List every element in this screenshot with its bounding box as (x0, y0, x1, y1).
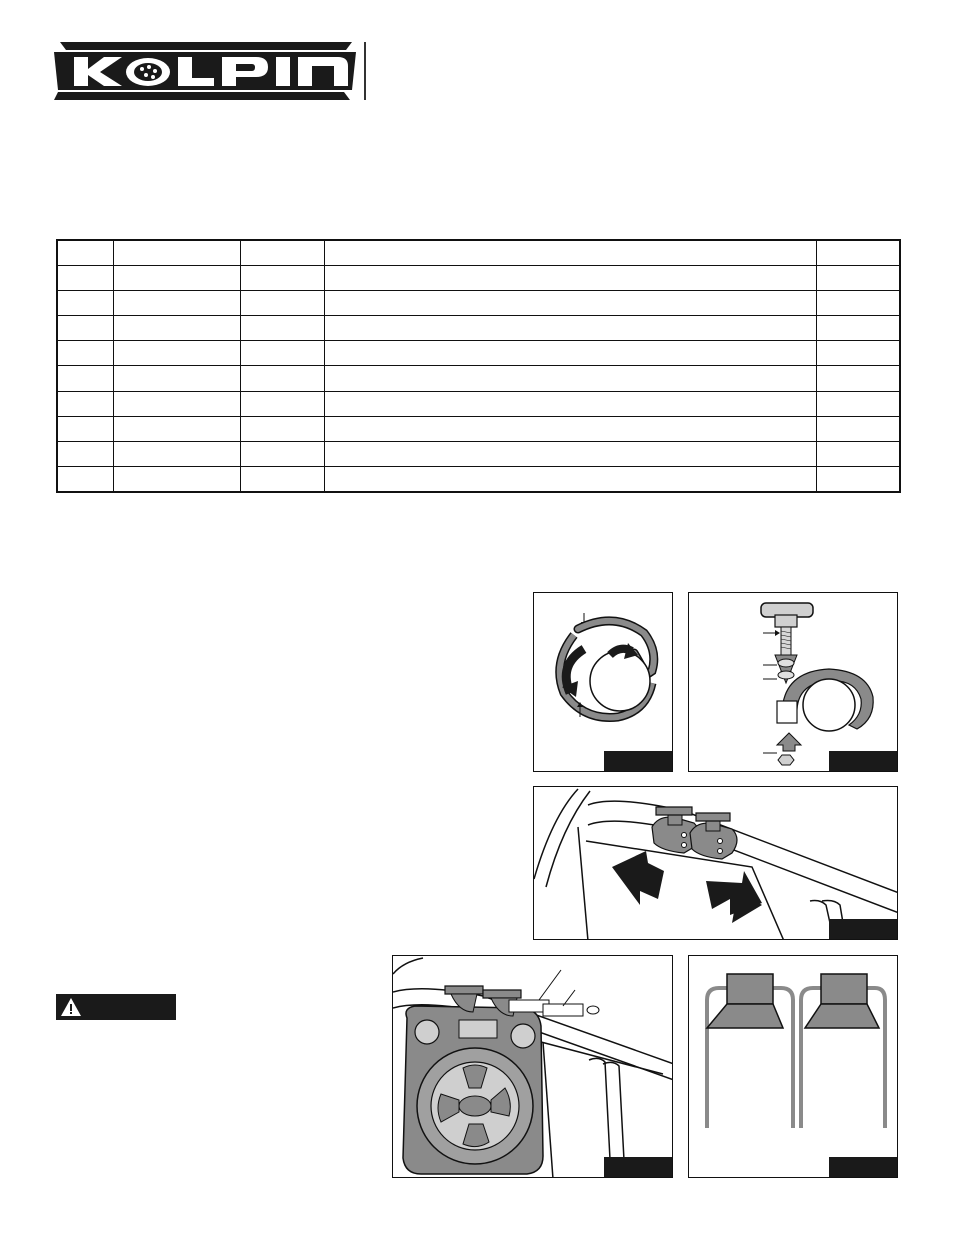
table-cell (816, 290, 900, 315)
table-cell (324, 467, 816, 492)
table-cell (240, 240, 324, 265)
parts-table (56, 239, 901, 493)
table-row (57, 442, 900, 467)
table-cell (57, 341, 113, 366)
table-cell (113, 467, 240, 492)
table-cell (324, 316, 816, 341)
figure-knob-exploded (688, 592, 898, 772)
table-cell (816, 240, 900, 265)
table-cell (324, 290, 816, 315)
table-row (57, 316, 900, 341)
table-cell (240, 341, 324, 366)
warning-label (56, 994, 176, 1020)
table-cell (57, 416, 113, 441)
table-cell (816, 265, 900, 290)
table-cell (113, 240, 240, 265)
figure-speaker-mounted (392, 955, 673, 1178)
table-cell (240, 265, 324, 290)
warning-triangle-icon (60, 997, 82, 1017)
table-cell (816, 341, 900, 366)
table-cell (113, 265, 240, 290)
table-cell (324, 442, 816, 467)
kolpin-logo (52, 38, 358, 104)
table-cell (324, 265, 816, 290)
table-cell (240, 366, 324, 391)
table-cell (113, 316, 240, 341)
table-cell (240, 416, 324, 441)
table-cell (324, 416, 816, 441)
table-cell (113, 341, 240, 366)
table-cell (57, 290, 113, 315)
table-cell (57, 265, 113, 290)
table-cell (57, 316, 113, 341)
table-cell (240, 467, 324, 492)
table-cell (240, 290, 324, 315)
table-cell (324, 391, 816, 416)
table-cell (57, 391, 113, 416)
table-cell (113, 442, 240, 467)
figure-speaker-pair (688, 955, 898, 1178)
table-cell (324, 240, 816, 265)
table-cell (324, 341, 816, 366)
table-row (57, 265, 900, 290)
table-cell (57, 240, 113, 265)
table-cell (240, 316, 324, 341)
table-cell (816, 467, 900, 492)
table-row (57, 391, 900, 416)
table-cell (113, 366, 240, 391)
table-cell (57, 366, 113, 391)
figure-tag (604, 1157, 672, 1177)
figure-clamp-rotation (533, 592, 673, 772)
figure-tag (829, 751, 897, 771)
table-row (57, 366, 900, 391)
table-cell (816, 416, 900, 441)
table-cell (57, 442, 113, 467)
table-cell (113, 290, 240, 315)
table-row (57, 341, 900, 366)
table-cell (113, 416, 240, 441)
table-row (57, 416, 900, 441)
table-cell (816, 391, 900, 416)
table-cell (816, 366, 900, 391)
table-cell (816, 316, 900, 341)
figure-tag (829, 919, 897, 939)
table-cell (113, 391, 240, 416)
table-row (57, 240, 900, 265)
logo-divider (364, 42, 366, 100)
table-cell (240, 391, 324, 416)
table-cell (816, 442, 900, 467)
table-cell (57, 467, 113, 492)
table-row (57, 467, 900, 492)
figure-clamps-on-bar (533, 786, 898, 940)
table-row (57, 290, 900, 315)
table-cell (240, 442, 324, 467)
figure-tag (829, 1157, 897, 1177)
table-cell (324, 366, 816, 391)
figure-tag (604, 751, 672, 771)
